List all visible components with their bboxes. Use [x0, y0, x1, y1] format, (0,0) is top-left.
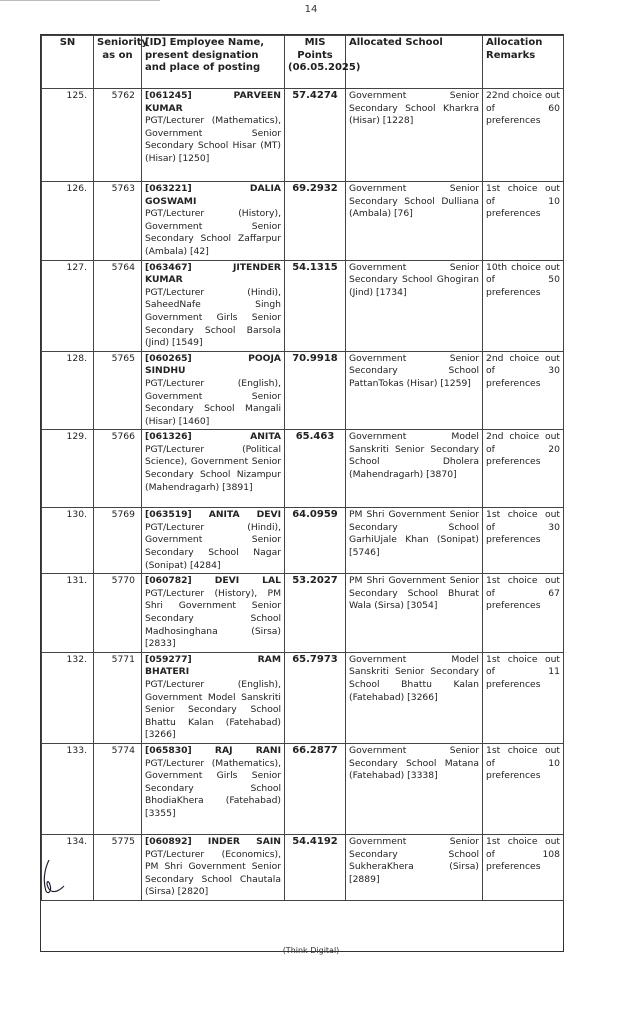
- cell-points: 65.463: [285, 430, 346, 508]
- cell-seniority: 5766: [94, 430, 142, 508]
- table-row: [42, 744, 564, 835]
- header-seniority: Seniority as on: [94, 36, 142, 89]
- cell-remarks: 1st choice out of 10 preferences: [483, 182, 564, 261]
- cell-sn: 127.: [42, 260, 94, 351]
- cell-remarks: 1st choice out of 10 preferences: [483, 744, 564, 835]
- cell-school: PM Shri Government Senior Secondary School GarhiUjale Khan (Sonipat) [5746]: [346, 508, 483, 574]
- table-row: [42, 430, 564, 508]
- employee-id: [061245] PARVEEN: [145, 90, 281, 101]
- signature: [40, 858, 66, 898]
- cell-employee: [142, 351, 285, 430]
- header-points: MIS Points (06.05.2025): [285, 36, 346, 89]
- employee-posting: PGT/Lecturer (English), Government Model Sanskriti Senior Secondary School Bhattu Kalan (Fatehabad) [3266]: [145, 679, 281, 741]
- cell-seniority: 5770: [94, 574, 142, 653]
- cell-remarks: 1st choice out of 30 preferences: [483, 508, 564, 574]
- cell-sn: 126.: [42, 182, 94, 261]
- employee-posting: PGT/Lecturer (Mathematics), Government Senior Secondary School Hisar (MT) (Hisar) [1250]: [145, 115, 281, 164]
- employee-name: SINDHU: [145, 365, 186, 377]
- cell-sn: 132.: [42, 652, 94, 743]
- cell-remarks: 22nd choice out of 60 preferences: [483, 89, 564, 182]
- cell-school: Government Senior Secondary School PattanTokas (Hisar) [1259]: [346, 351, 483, 430]
- cell-seniority: 5764: [94, 260, 142, 351]
- table-row: [42, 508, 564, 574]
- employee-name: BHATERI: [145, 666, 190, 678]
- cell-sn: 130.: [42, 508, 94, 574]
- cell-remarks: 1st choice out of 108 preferences: [483, 835, 564, 901]
- cell-seniority: 5763: [94, 182, 142, 261]
- cell-points: 54.1315: [285, 260, 346, 351]
- cell-points: 53.2027: [285, 574, 346, 653]
- employee-id: [065830] RAJ RANI: [145, 745, 281, 756]
- cell-remarks: 1st choice out of 11 preferences: [483, 652, 564, 743]
- page-number: 14: [304, 4, 318, 15]
- employee-id: [063467] JITENDER: [145, 261, 281, 273]
- allocation-table: [41, 35, 564, 901]
- employee-id: [063519] ANITA DEVI: [145, 509, 281, 521]
- employee-posting: PGT/Lecturer (Hindi), SaheedNafe Singh Government Girls Senior Secondary School Barsola (Jind) [1549]: [145, 286, 281, 349]
- cell-sn: 131.: [42, 574, 94, 653]
- cell-seniority: 5771: [94, 652, 142, 743]
- page-footer: (Think Digital): [282, 946, 340, 955]
- cell-school: Government Senior Secondary School Ghogiran (Jind) [1734]: [346, 260, 483, 351]
- cell-remarks: 2nd choice out of 20 preferences: [483, 430, 564, 508]
- cell-school: Government Senior Secondary School SukheraKhera (Sirsa) [2889]: [346, 835, 483, 901]
- cell-employee: [142, 182, 285, 261]
- cell-employee: [142, 835, 285, 901]
- cell-school: Government Senior Secondary School Kharkra (Hisar) [1228]: [346, 89, 483, 182]
- table-row: [42, 351, 564, 430]
- cell-seniority: 5769: [94, 508, 142, 574]
- cell-sn: 133.: [42, 744, 94, 835]
- allocation-table-container: [40, 34, 564, 952]
- cell-remarks: 2nd choice out of 30 preferences: [483, 351, 564, 430]
- cell-points: 57.4274: [285, 89, 346, 182]
- employee-name: KUMAR: [145, 274, 183, 286]
- cell-school: PM Shri Government Senior Secondary School Bhurat Wala (Sirsa) [3054]: [346, 574, 483, 653]
- employee-posting: PGT/Lecturer (Political Science), Government Senior Secondary School Nizampur (Mahendragarh) [3891]: [145, 443, 281, 493]
- table-row: [42, 574, 564, 653]
- employee-id: [060265] POOJA: [145, 352, 281, 364]
- employee-posting: PGT/Lecturer (Hindi), Government Senior Secondary School Nagar (Sonipat) [4284]: [145, 521, 281, 571]
- employee-id: [060782] DEVI LAL: [145, 575, 281, 587]
- employee-name: KUMAR: [145, 102, 183, 114]
- employee-posting: PGT/Lecturer (English), Government Senior Secondary School Mangali (Hisar) [1460]: [145, 377, 281, 427]
- cell-employee: [142, 652, 285, 743]
- header-sn: SN: [42, 36, 94, 89]
- cell-school: Government Model Sanskriti Senior Secondary School Bhattu Kalan (Fatehabad) [3266]: [346, 652, 483, 743]
- cell-school: Government Senior Secondary School Dulliana (Ambala) [76]: [346, 182, 483, 261]
- cell-seniority: 5774: [94, 744, 142, 835]
- table-row: [42, 89, 564, 182]
- cell-sn: 129.: [42, 430, 94, 508]
- employee-id: [061326] ANITA: [145, 431, 281, 443]
- cell-points: 69.2932: [285, 182, 346, 261]
- cell-seniority: 5765: [94, 351, 142, 430]
- employee-posting: PGT/Lecturer (History), Government Senior Secondary School Zaffarpur (Ambala) [42]: [145, 208, 281, 257]
- cell-seniority: 5762: [94, 89, 142, 182]
- header-school: Allocated School: [346, 36, 483, 89]
- cell-points: 70.9918: [285, 351, 346, 430]
- employee-posting: PGT/Lecturer (Mathematics), Government Girls Senior Secondary School BhodiaKhera (Fatehabad) [3355]: [145, 757, 281, 819]
- cell-employee: [142, 744, 285, 835]
- table-header-row: [42, 36, 564, 89]
- cell-sn: 125.: [42, 89, 94, 182]
- table-row: [42, 182, 564, 261]
- header-remarks: Allocation Remarks: [483, 36, 564, 89]
- cell-employee: [142, 89, 285, 182]
- cell-sn: 134.: [42, 835, 94, 901]
- top-rule: [0, 0, 160, 1]
- employee-id: [060892] INDER SAIN: [145, 836, 281, 847]
- employee-posting: PGT/Lecturer (History), PM Shri Government Senior Secondary School Madhosinghana (Sirsa) [2833]: [145, 587, 281, 650]
- cell-employee: [142, 260, 285, 351]
- header-employee: [ID] Employee Name, present designation and place of posting: [142, 36, 285, 89]
- cell-points: 54.4192: [285, 835, 346, 901]
- cell-remarks: 1st choice out of 67 preferences: [483, 574, 564, 653]
- cell-employee: [142, 508, 285, 574]
- employee-posting: PGT/Lecturer (Economics), PM Shri Government Senior Secondary School Chautala (Sirsa) [2820]: [145, 848, 281, 898]
- table-row: [42, 835, 564, 901]
- cell-points: 65.7973: [285, 652, 346, 743]
- cell-sn: 128.: [42, 351, 94, 430]
- cell-employee: [142, 574, 285, 653]
- cell-employee: [142, 430, 285, 508]
- employee-name: GOSWAMI: [145, 195, 197, 207]
- employee-id: [059277] RAM: [145, 653, 281, 665]
- cell-school: Government Senior Secondary School Matana (Fatehabad) [3338]: [346, 744, 483, 835]
- table-row: [42, 652, 564, 743]
- cell-seniority: 5775: [94, 835, 142, 901]
- employee-id: [063221] DALIA: [145, 183, 281, 194]
- cell-points: 64.0959: [285, 508, 346, 574]
- cell-points: 66.2877: [285, 744, 346, 835]
- cell-remarks: 10th choice out of 50 preferences: [483, 260, 564, 351]
- table-row: [42, 260, 564, 351]
- cell-school: Government Model Sanskriti Senior Secondary School Dholera (Mahendragarh) [3870]: [346, 430, 483, 508]
